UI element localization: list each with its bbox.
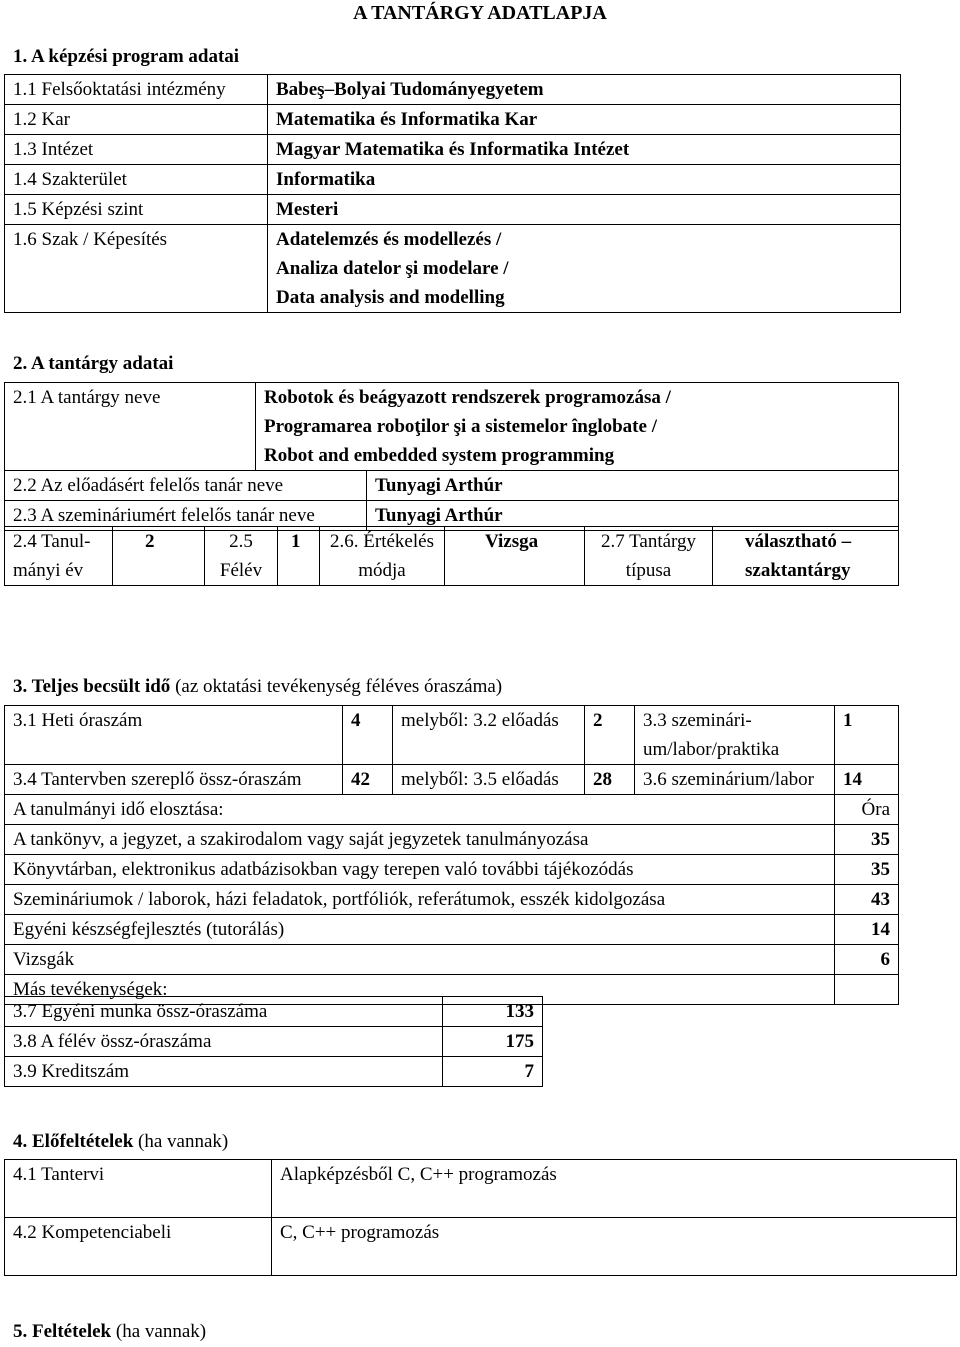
table-row <box>5 105 901 135</box>
table-row <box>5 471 899 501</box>
row-value: Mesteri <box>268 195 901 225</box>
row-value: Matematika és Informatika Kar <box>268 105 901 135</box>
table-row <box>5 885 899 915</box>
table-row <box>5 997 543 1027</box>
table-row <box>5 825 899 855</box>
subject-name-table <box>4 382 899 531</box>
activity-hours: 43 <box>835 885 899 915</box>
table-row <box>5 945 899 975</box>
table-row <box>5 383 899 471</box>
section-2-heading: 2. A tantárgy adatai <box>13 353 174 374</box>
row-label: 1.6 Szak / Képesítés <box>5 225 268 313</box>
subject-details-table <box>4 526 899 586</box>
activity-label: Könyvtárban, elektronikus adatbázisokban vagy terepen való további tájékozódás <box>5 855 835 885</box>
prerequisite-label: 4.2 Kompetenciabeli <box>5 1218 272 1276</box>
activity-hours <box>835 975 899 1005</box>
seminar-label: 3.3 szeminári- um/labor/praktika <box>635 706 835 765</box>
table-row <box>5 165 901 195</box>
subject-name-value <box>256 383 899 471</box>
subject-name-line: Robot and embedded system programming <box>264 445 615 466</box>
type-value: választható – szaktantárgy <box>713 527 899 586</box>
row-label: 2.1 A tantárgy neve <box>5 383 256 471</box>
table-row <box>5 225 901 313</box>
table-row <box>5 706 899 765</box>
semester-value: 1 <box>278 527 320 586</box>
prerequisite-label: 4.1 Tantervi <box>5 1160 272 1218</box>
table-row <box>5 527 899 586</box>
distribution-unit: Óra <box>835 795 899 825</box>
table-row <box>5 855 899 885</box>
row-value: Tunyagi Arthúr <box>367 471 899 501</box>
document-title: A TANTÁRGY ADATLAPJA <box>353 2 607 24</box>
row-value: Magyar Matematika és Informatika Intézet <box>268 135 901 165</box>
total-label: 3.8 A félév össz-óraszáma <box>5 1027 443 1057</box>
total-hours-value: 42 <box>343 765 393 795</box>
program-data-table <box>4 74 901 313</box>
evaluation-value: Vizsga <box>445 527 585 586</box>
activity-hours: 35 <box>835 855 899 885</box>
distribution-label: A tanulmányi idő elosztása: <box>5 795 835 825</box>
row-label: 1.2 Kar <box>5 105 268 135</box>
row-label: 1.5 Képzési szint <box>5 195 268 225</box>
row-label: 1.4 Szakterület <box>5 165 268 195</box>
activity-hours: 6 <box>835 945 899 975</box>
section-3-heading: 3. Teljes becsült idő (az oktatási tevékenység féléves óraszáma) <box>13 676 503 697</box>
lecture-value: 2 <box>585 706 635 765</box>
total-value: 133 <box>443 997 543 1027</box>
table-row <box>5 75 901 105</box>
lecture-value: 28 <box>585 765 635 795</box>
row-value: Tunyagi Arthúr <box>367 501 899 531</box>
prerequisite-value: C, C++ programozás <box>272 1218 957 1276</box>
table-row <box>5 795 899 825</box>
weekly-hours-label: 3.1 Heti óraszám <box>5 706 343 765</box>
total-value: 175 <box>443 1027 543 1057</box>
row-value: Babeş–Bolyai Tudományegyetem <box>268 75 901 105</box>
subject-name-line: Programarea roboţilor şi a sistemelor înglobate / <box>264 416 657 437</box>
seminar-value: 14 <box>835 765 899 795</box>
type-label: 2.7 Tantárgy típusa <box>585 527 713 586</box>
activity-label: A tankönyv, a jegyzet, a szakirodalom vagy saját jegyzetek tanulmányozása <box>5 825 835 855</box>
row-label: 1.3 Intézet <box>5 135 268 165</box>
row-label: 2.2 Az előadásért felelős tanár neve <box>5 471 367 501</box>
hours-table <box>4 705 899 1005</box>
lecture-label: melyből: 3.5 előadás <box>393 765 585 795</box>
activity-label: Más tevékenységek: <box>5 975 835 1005</box>
totals-table <box>4 996 543 1087</box>
total-value: 7 <box>443 1057 543 1087</box>
section-1-heading: 1. A képzési program adatai <box>13 46 240 67</box>
lecture-label: melyből: 3.2 előadás <box>393 706 585 765</box>
row-label: 1.1 Felsőoktatási intézmény <box>5 75 268 105</box>
row-label: 2.3 A szemináriumért felelős tanár neve <box>5 501 367 531</box>
table-row <box>5 765 899 795</box>
section-5-heading: 5. Feltételek (ha vannak) <box>13 1321 207 1342</box>
prerequisites-table <box>4 1159 957 1276</box>
table-row <box>5 1027 543 1057</box>
szak-value <box>268 225 901 313</box>
table-row <box>5 195 901 225</box>
table-row <box>5 1057 543 1087</box>
activity-hours: 35 <box>835 825 899 855</box>
evaluation-label: 2.6. Értékelés módja <box>320 527 445 586</box>
year-label: 2.4 Tanul- mányi év <box>5 527 113 586</box>
activity-label: Vizsgák <box>5 945 835 975</box>
szak-line: Data analysis and modelling <box>276 287 505 308</box>
table-row <box>5 915 899 945</box>
prerequisite-value: Alapképzésből C, C++ programozás <box>272 1160 957 1218</box>
table-row <box>5 135 901 165</box>
total-label: 3.9 Kreditszám <box>5 1057 443 1087</box>
year-value: 2 <box>113 527 205 586</box>
activity-label: Egyéni készségfejlesztés (tutorálás) <box>5 915 835 945</box>
table-row <box>5 1160 957 1218</box>
section-4-heading: 4. Előfeltételek (ha vannak) <box>13 1131 229 1152</box>
seminar-label: 3.6 szeminárium/labor <box>635 765 835 795</box>
activity-label: Szemináriumok / laborok, házi feladatok, portfóliók, referátumok, esszék kidolgozása <box>5 885 835 915</box>
szak-line: Adatelemzés és modellezés / <box>276 229 502 250</box>
szak-line: Analiza datelor şi modelare / <box>276 258 509 279</box>
activity-hours: 14 <box>835 915 899 945</box>
subject-name-line: Robotok és beágyazott rendszerek programozása / <box>264 387 671 408</box>
seminar-value: 1 <box>835 706 899 765</box>
row-value: Informatika <box>268 165 901 195</box>
total-label: 3.7 Egyéni munka össz-óraszáma <box>5 997 443 1027</box>
total-hours-label: 3.4 Tantervben szereplő össz-óraszám <box>5 765 343 795</box>
table-row <box>5 1218 957 1276</box>
semester-label: 2.5 Félév <box>205 527 278 586</box>
weekly-hours-value: 4 <box>343 706 393 765</box>
